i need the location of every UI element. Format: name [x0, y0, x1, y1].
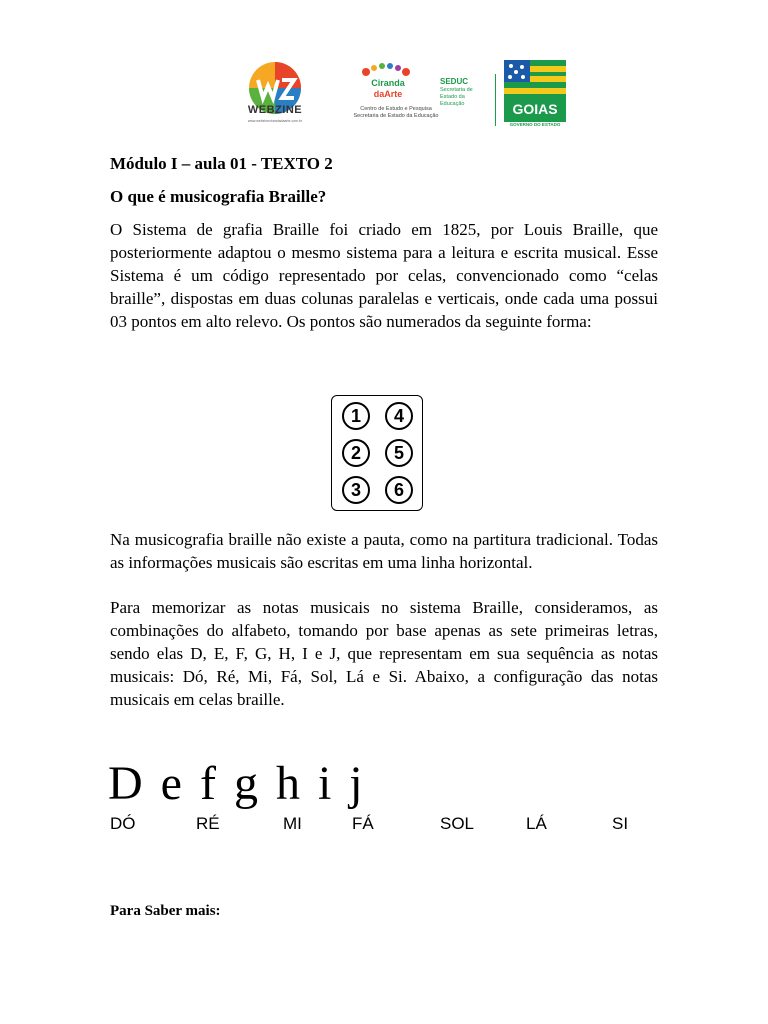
note-la: LÁ: [526, 814, 547, 833]
goias-flag-icon: [504, 60, 566, 122]
note-fa: FÁ: [352, 814, 374, 833]
goias-caption: GOVERNO DO ESTADO: [509, 122, 561, 127]
braille-dot-3: 3: [342, 476, 370, 504]
intro-paragraph: O Sistema de grafia Braille foi criado em 1825, por Louis Braille, que posteriormente adaptou o mesmo sistema para a leitura e escrita musical. Esse Sistema é um código representado por celas, convencionado como “celas braille”, dispostas em duas colunas paralelas e verticais, onde cada uma possui 03 pontos em alto relevo. Os pontos são numerados da seguinte forma:: [110, 220, 658, 331]
note-mi: MI: [283, 814, 302, 833]
braille-letters: D e f g h i j: [108, 757, 363, 810]
module-title: Módulo I – aula 01 - TEXTO 2: [110, 154, 333, 173]
seduc-divider: [495, 74, 496, 126]
note-re: RÉ: [196, 814, 220, 833]
seduc-caption: Secretaria de Estado da Educação: [440, 87, 473, 107]
braille-dot-6: 6: [385, 476, 413, 504]
note-sol: SOL: [440, 814, 475, 833]
svg-text:Ciranda: Ciranda: [371, 78, 405, 88]
seduc-title: SEDUC: [440, 77, 469, 86]
braille-dot-5: 5: [385, 439, 413, 467]
svg-text:GOIAS: GOIAS: [512, 101, 558, 117]
pauta-paragraph: Na musicografia braille não existe a pauta, como na partitura tradicional. Todas as informações musicais são escritas em uma linha horizontal.: [110, 530, 658, 572]
webzine-logo-icon: [240, 60, 310, 140]
ciranda-caption: Centro de Estudo e Pesquisa Secretaria de Estado da Educação: [353, 106, 439, 119]
header-banner: [212, 42, 592, 152]
note-si: SI: [612, 814, 629, 833]
ciranda-logo-icon: [358, 62, 418, 102]
svg-text:daArte: daArte: [373, 89, 403, 99]
notes-paragraph: Para memorizar as notas musicais no sistema Braille, consideramos, as combinações do alfabeto, tomando por base apenas as sete primeiras letras, sendo elas D, E, F, G, H, I e J, que representam em sua sequência as notas musicais: Dó, Ré, Mi, Fá, Sol, Lá e Si. Abaixo, a configuração das notas musicais em celas braille.: [110, 598, 658, 709]
braille-cell-diagram: [331, 395, 423, 511]
note-do: DÓ: [110, 814, 136, 833]
webzine-label: WEBZINE: [247, 104, 303, 116]
section-heading: O que é musicografia Braille?: [110, 187, 327, 206]
braille-dot-1: 1: [342, 402, 370, 430]
braille-dot-4: 4: [385, 402, 413, 430]
saber-mais-heading: Para Saber mais:: [110, 903, 221, 919]
webzine-url: www.webzinecirandadaarte.com.br: [247, 119, 303, 123]
braille-dot-2: 2: [342, 439, 370, 467]
